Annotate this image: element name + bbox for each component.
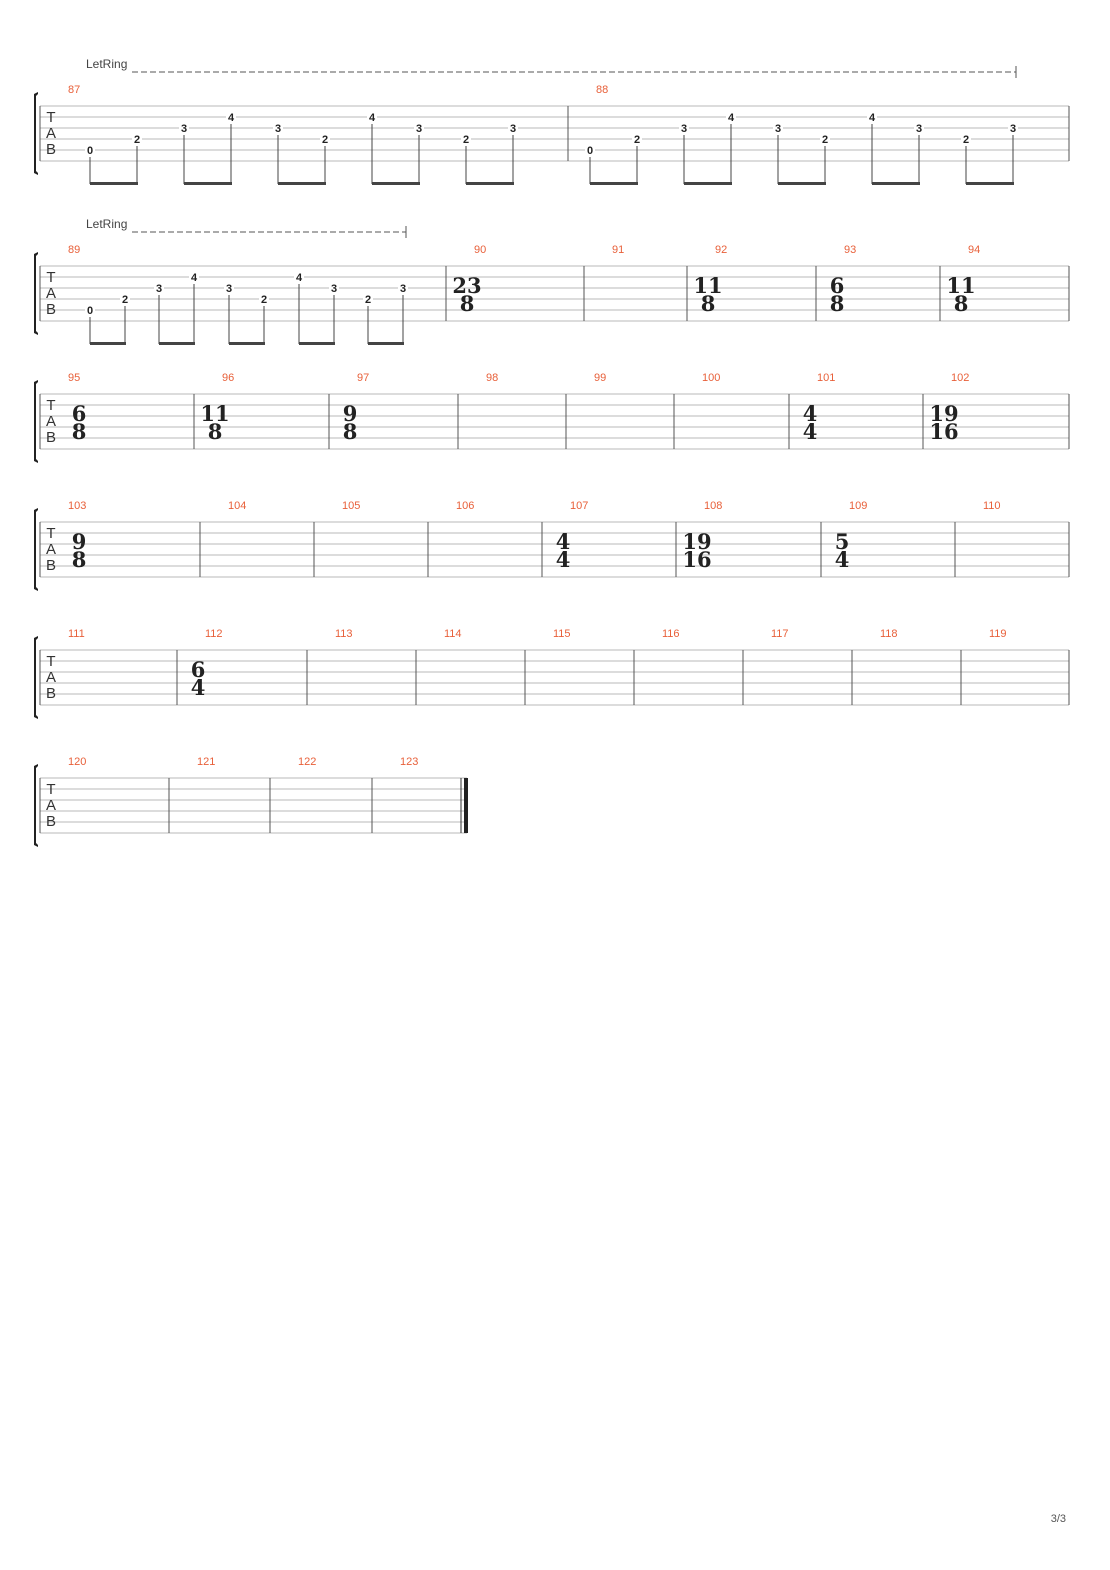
tab-clef-letter: B [45,557,57,574]
time-signature-numerator: 11 [946,273,976,298]
measure-number: 91 [612,244,625,256]
fret-number: 4 [727,112,735,124]
measure-number: 123 [400,756,419,768]
beam [278,182,326,185]
fret-number: 3 [1009,123,1017,135]
fret-number: 3 [509,123,517,135]
system-bracket [34,92,38,175]
time-signature-numerator: 11 [200,401,230,426]
fret-number: 4 [868,112,876,124]
measure-number: 117 [771,628,789,640]
tab-system [34,756,468,847]
measure-number: 104 [228,500,247,512]
fret-number: 0 [586,145,594,157]
measure-number: 98 [486,372,499,384]
fret-number: 3 [774,123,782,135]
time-signature-denominator: 8 [953,291,969,316]
fret-number: 2 [821,134,829,146]
measure-number: 101 [817,372,836,384]
fret-number: 3 [155,283,163,295]
tab-system [34,628,1069,719]
measure-number: 106 [456,500,475,512]
time-signature-numerator: 6 [71,401,87,426]
time-signature-denominator: 8 [342,419,358,444]
page-number: 3/3 [1050,1513,1066,1525]
time-signature-numerator: 9 [342,401,358,426]
measure-number: 114 [444,628,462,640]
time-signature-denominator: 8 [700,291,716,316]
measure-number: 89 [68,244,81,256]
tab-system [34,217,1069,345]
tab-system [34,57,1069,185]
time-signature-numerator: 19 [682,529,712,554]
let-ring-label: LetRing [86,57,128,71]
tab-clef-letter: A [45,285,57,302]
time-signature-numerator: 6 [190,657,206,682]
tab-system [34,500,1069,591]
fret-number: 2 [633,134,641,146]
tab-clef-letter: A [45,541,57,558]
measure-number: 122 [298,756,317,768]
beam [966,182,1014,185]
beam [159,342,195,345]
time-signature-denominator: 8 [207,419,223,444]
tab-system [34,372,1069,463]
measure-number: 120 [68,756,87,768]
measure-number: 87 [68,84,81,96]
tab-clef-letter: B [45,141,57,158]
beam [368,342,404,345]
fret-number: 4 [190,272,198,284]
time-signature-denominator: 16 [682,547,712,572]
time-signature-numerator: 4 [802,401,818,426]
fret-number: 2 [260,294,268,306]
tab-clef-letter: A [45,125,57,142]
measure-number: 94 [968,244,981,256]
measure-number: 88 [596,84,609,96]
fret-number: 3 [399,283,407,295]
system-bracket [34,380,38,463]
final-barline-thick [464,778,468,833]
tab-clef-letter: T [46,525,56,542]
time-signature-numerator: 5 [834,529,850,554]
measure-number: 103 [68,500,87,512]
measure-number: 118 [880,628,898,640]
beam [590,182,638,185]
tab-clef-letter: T [46,781,56,798]
let-ring-label: LetRing [86,217,128,231]
time-signature-numerator: 6 [829,273,845,298]
tab-clef-letter: T [46,269,56,286]
fret-number: 3 [180,123,188,135]
fret-number: 3 [415,123,423,135]
tab-clef-letter: A [45,669,57,686]
fret-number: 3 [680,123,688,135]
fret-number: 0 [86,145,94,157]
fret-number: 3 [274,123,282,135]
time-signature-denominator: 4 [834,547,850,572]
systems-layer [34,57,1069,847]
tab-clef-letter: B [45,813,57,830]
time-signature-denominator: 8 [71,419,87,444]
time-signature-denominator: 8 [71,547,87,572]
beam [299,342,335,345]
measure-number: 93 [844,244,857,256]
measure-number: 109 [849,500,868,512]
system-bracket [34,252,38,335]
beam [466,182,514,185]
fret-number: 4 [295,272,303,284]
measure-number: 105 [342,500,361,512]
time-signature-numerator: 9 [71,529,87,554]
beam [778,182,826,185]
measure-number: 111 [68,628,85,640]
system-bracket [34,764,38,847]
fret-number: 2 [462,134,470,146]
fret-number: 2 [962,134,970,146]
fret-number: 4 [368,112,376,124]
measure-number: 116 [662,628,680,640]
measure-number: 95 [68,372,81,384]
measure-number: 107 [570,500,589,512]
measure-number: 97 [357,372,370,384]
measure-number: 119 [989,628,1007,640]
fret-number: 3 [915,123,923,135]
time-signature-numerator: 23 [452,273,482,298]
beam [90,182,138,185]
beam [372,182,420,185]
measure-number: 121 [197,756,216,768]
system-bracket [34,636,38,719]
tab-clef-letter: A [45,413,57,430]
beam [184,182,232,185]
beam [229,342,265,345]
time-signature-denominator: 8 [829,291,845,316]
measure-number: 99 [594,372,607,384]
time-signature-numerator: 11 [693,273,723,298]
tab-clef-letter: A [45,797,57,814]
time-signature-denominator: 4 [555,547,571,572]
measure-number: 100 [702,372,721,384]
fret-number: 3 [330,283,338,295]
measure-number: 108 [704,500,723,512]
tab-clef-letter: B [45,301,57,318]
measure-number: 102 [951,372,970,384]
time-signature-denominator: 4 [190,675,206,700]
measure-number: 96 [222,372,235,384]
measure-number: 110 [983,500,1001,512]
tab-clef-letter: B [45,429,57,446]
time-signature-numerator: 19 [929,401,959,426]
time-signature-denominator: 16 [929,419,959,444]
tab-clef-letter: T [46,653,56,670]
fret-number: 0 [86,305,94,317]
beam [90,342,126,345]
fret-number: 2 [321,134,329,146]
measure-number: 113 [335,628,353,640]
fret-number: 2 [364,294,372,306]
fret-number: 3 [225,283,233,295]
measure-number: 112 [205,628,223,640]
tab-clef-letter: T [46,397,56,414]
fret-number: 2 [121,294,129,306]
beam [872,182,920,185]
time-signature-denominator: 4 [802,419,818,444]
measure-number: 92 [715,244,728,256]
measure-number: 90 [474,244,487,256]
fret-number: 2 [133,134,141,146]
fret-number: 4 [227,112,235,124]
system-bracket [34,508,38,591]
time-signature-numerator: 4 [555,529,571,554]
tab-clef-letter: B [45,685,57,702]
tab-clef-letter: T [46,109,56,126]
beam [684,182,732,185]
measure-number: 115 [553,628,571,640]
time-signature-denominator: 8 [459,291,475,316]
